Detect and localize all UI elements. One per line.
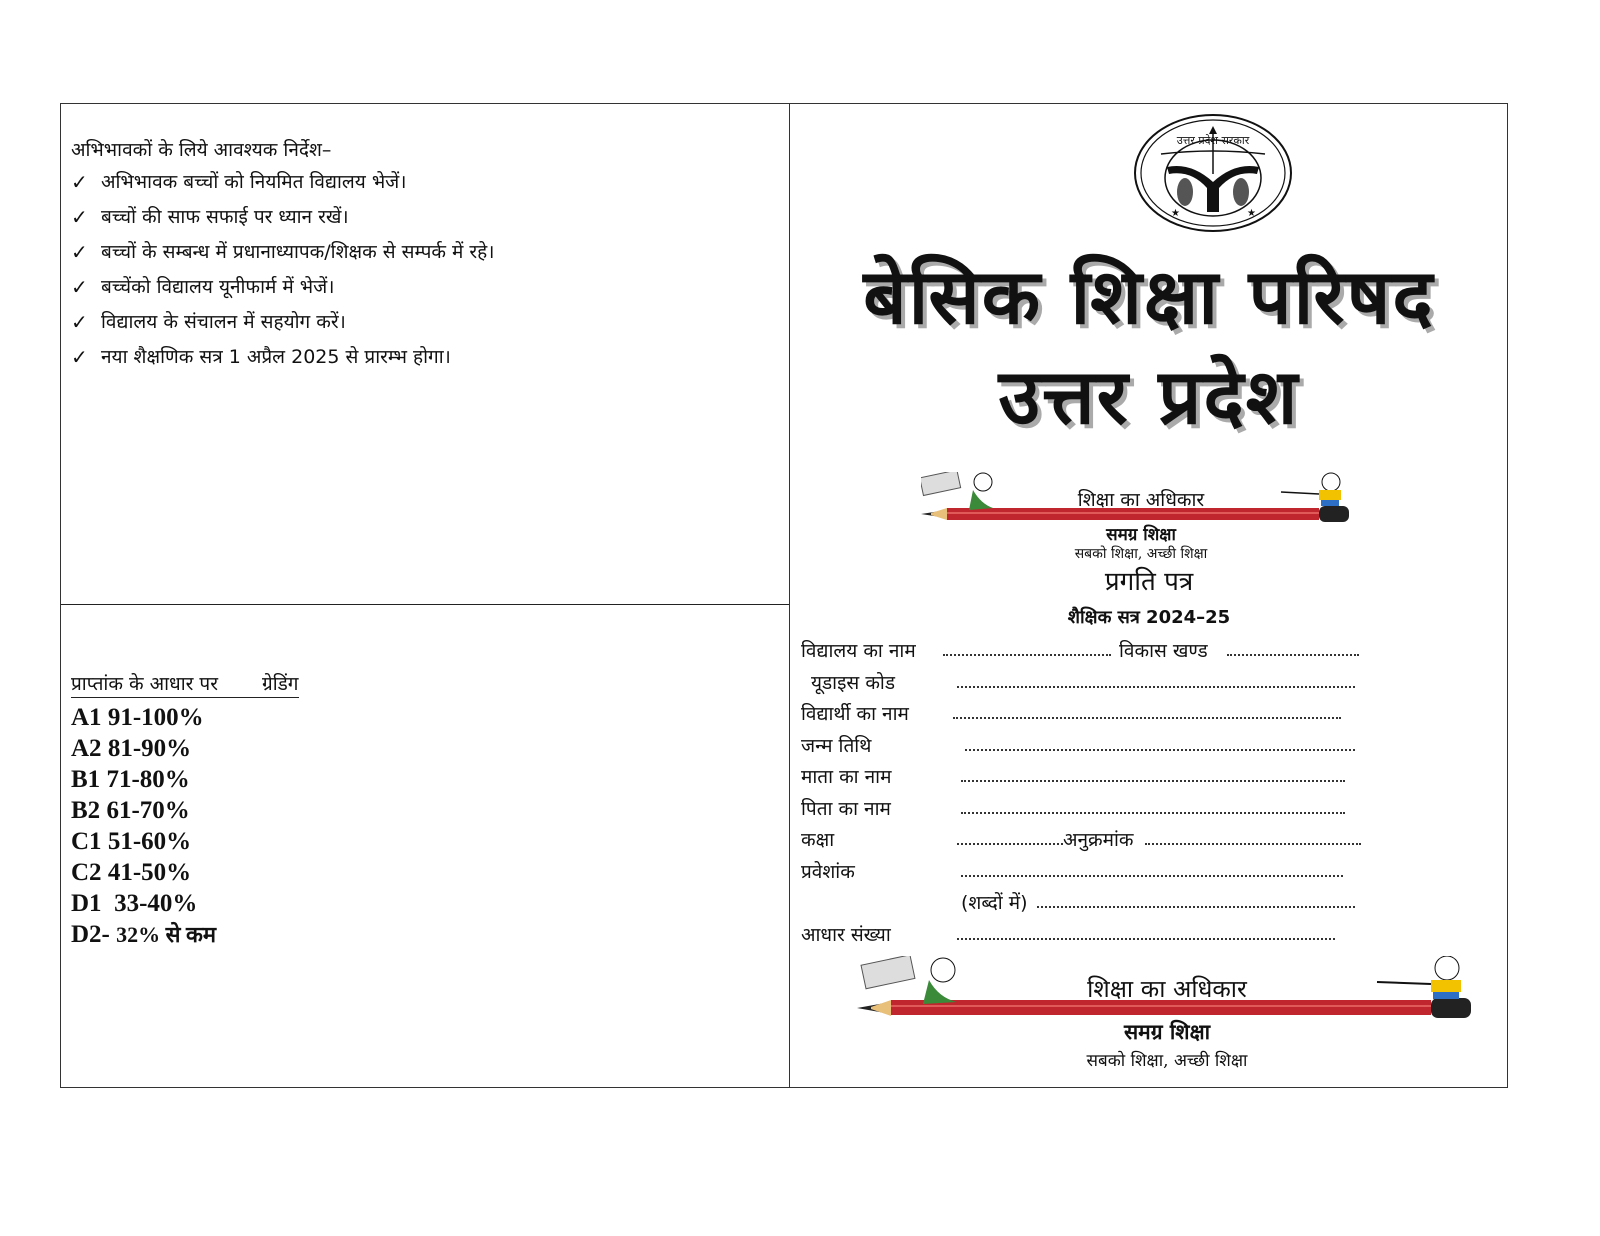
grading-scale (71, 672, 771, 950)
program-name: समग्र शिक्षा (1106, 525, 1176, 545)
program-tagline: सबको शिक्षा, अच्छी शिक्षा (1086, 1051, 1248, 1071)
grade-row: D2- 32% से कम (71, 921, 217, 948)
dob-blank[interactable] (965, 731, 1355, 751)
school-name-blank[interactable] (943, 636, 1111, 656)
svg-text:उत्तर प्रदेश सरकार: उत्तर प्रदेश सरकार (1176, 134, 1250, 147)
field-father-name: पिता का नाम (801, 794, 1501, 826)
father-name-blank[interactable] (961, 794, 1345, 814)
up-government-emblem (1131, 112, 1295, 234)
admission-words-blank[interactable] (1037, 888, 1355, 908)
student-details-form (801, 636, 1501, 951)
program-name: समग्र शिक्षा (1123, 1019, 1211, 1044)
grade-row: D1 33-40% (71, 890, 198, 917)
svg-text:★: ★ (1171, 208, 1180, 219)
instruction-item: ✓ विद्यालय के संचालन में सहयोग करें। (71, 310, 346, 334)
program-tagline: सबको शिक्षा, अच्छी शिक्षा (1074, 546, 1208, 562)
grading-heading: प्राप्तांक के आधार पर ग्रेडिंग (71, 672, 299, 698)
grade-row: A2 81-90% (71, 735, 192, 762)
field-mother-name: माता का नाम (801, 762, 1501, 794)
grade-row: C2 41-50% (71, 859, 192, 886)
rte-slogan: शिक्षा का अधिकार (1077, 489, 1205, 511)
roll-no-blank[interactable] (1145, 825, 1361, 845)
checkmark-icon: ✓ (71, 275, 88, 299)
instruction-item: ✓ बच्चेंको विद्यालय यूनीफार्म में भेजें। (71, 275, 335, 299)
academic-session: शैक्षिक सत्र 2024–25 (1067, 607, 1231, 628)
block-blank[interactable] (1227, 636, 1359, 656)
field-dob: जन्म तिथि (801, 731, 1501, 763)
field-student-name: विद्यार्थी का नाम (801, 699, 1501, 731)
grade-row: C1 51-60% (71, 828, 192, 855)
report-card-title: प्रगति पत्र (1104, 567, 1194, 597)
instruction-item: ✓ अभिभावक बच्चों को नियमित विद्यालय भेजें। (71, 170, 407, 194)
udise-blank[interactable] (957, 668, 1355, 688)
class-blank[interactable] (957, 825, 1063, 845)
report-card-sheet (60, 103, 1508, 1088)
grade-row: B1 71-80% (71, 766, 190, 793)
instructions-list (71, 170, 771, 369)
field-aadhaar: आधार संख्या (801, 920, 1501, 952)
samagra-shiksha-banner (921, 472, 1371, 567)
horizontal-divider (61, 604, 789, 605)
state-title: उत्तर प्रदेश (998, 352, 1300, 441)
board-title: बेसिक शिक्षा परिषद (863, 252, 1435, 341)
checkmark-icon: ✓ (71, 170, 88, 194)
field-udise-code: यूडाइस कोड (801, 668, 1501, 700)
checkmark-icon: ✓ (71, 345, 88, 369)
instructions-heading: अभिभावकों के लिये आवश्यक निर्देश– (71, 139, 332, 161)
aadhaar-blank[interactable] (957, 920, 1335, 940)
book-icon (921, 472, 961, 496)
field-school-name: विद्यालय का नाम विकास खण्ड (801, 636, 1501, 668)
field-admission-words: (शब्दों में) (801, 888, 1501, 920)
grades-list (71, 702, 771, 950)
checkmark-icon: ✓ (71, 310, 88, 334)
rte-slogan: शिक्षा का अधिकार (1087, 975, 1247, 1003)
samagra-shiksha-banner-bottom (857, 956, 1477, 1086)
vertical-fold-divider (789, 104, 790, 1087)
parent-instructions (71, 138, 771, 380)
checkmark-icon: ✓ (71, 205, 88, 229)
checkmark-icon: ✓ (71, 240, 88, 264)
instruction-item: ✓ बच्चों के सम्बन्ध में प्रधानाध्यापक/शिक्षक से सम्पर्क में रहे। (71, 240, 495, 264)
admission-no-blank[interactable] (961, 857, 1343, 877)
field-admission-no: प्रवेशांक (801, 857, 1501, 889)
svg-text:★: ★ (1247, 208, 1256, 219)
instruction-item: ✓ बच्चों की साफ सफाई पर ध्यान रखें। (71, 205, 349, 229)
book-icon (861, 956, 915, 989)
mother-name-blank[interactable] (961, 762, 1345, 782)
cover-page (791, 104, 1507, 1087)
instruction-item: ✓ नया शैक्षणिक सत्र 1 अप्रैल 2025 से प्रारम्भ होगा। (71, 345, 451, 369)
student-name-blank[interactable] (953, 699, 1341, 719)
grade-row: B2 61-70% (71, 797, 190, 824)
field-class-roll: कक्षा अनुक्रमांक (801, 825, 1501, 857)
grade-row: A1 91-100% (71, 704, 204, 731)
